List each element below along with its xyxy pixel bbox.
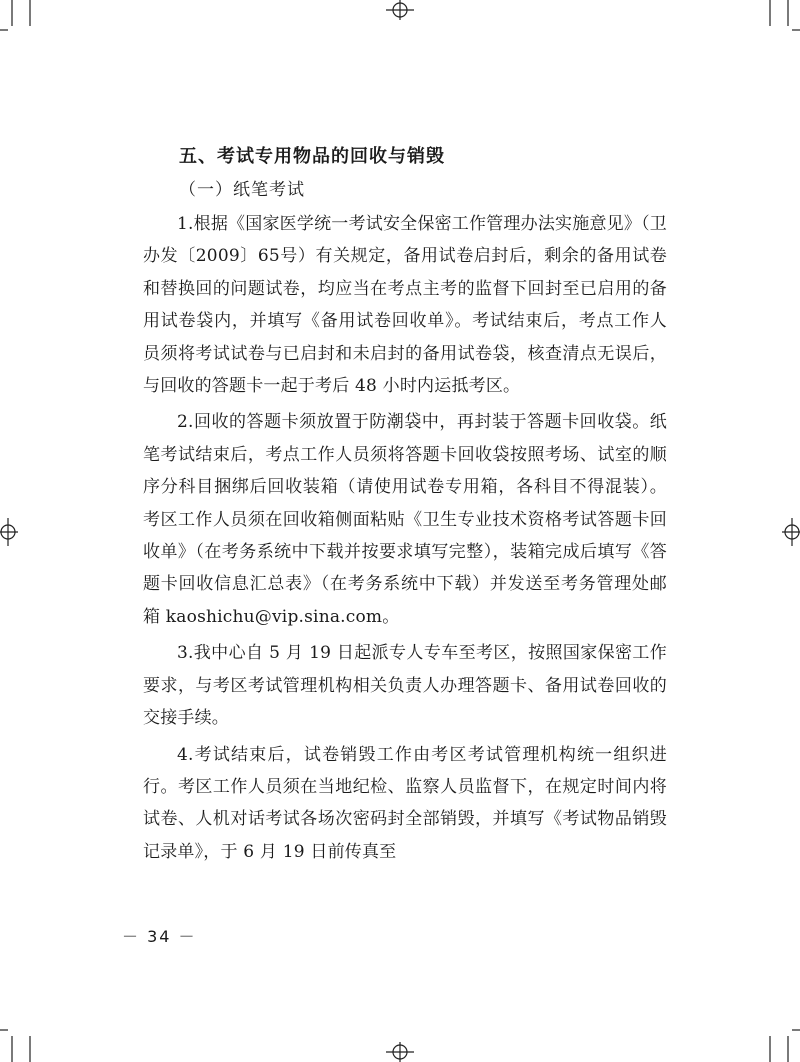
paragraph-1: 1.根据《国家医学统一考试安全保密工作管理办法实施意见》（卫办发〔2009〕65号）有关规定，备用试卷启封后，剩余的备用试卷和替换回的问题试卷，均应当在考点主考的监督下回封至已启用的备用试卷袋内，并填写《备用试卷回收单》。考试结束后，考点工作人员须将考试试卷与已启封和未启封的备用试卷袋，核查清点无误后，与回收的答题卡一起于考后 48 小时内运抵考区。 xyxy=(143,214,667,397)
crop-mark-bottom-right-icon xyxy=(770,1030,800,1062)
crop-mark-top-right-icon xyxy=(770,0,800,30)
paragraph-3: 3.我中心自 5 月 19 日起派专人专车至考区，按照国家保密工作要求，与考区考试管理机构相关负责人办理答题卡、备用试卷回收的交接手续。 xyxy=(143,643,667,729)
registration-mark-bottom-icon xyxy=(386,1042,414,1062)
section-heading: 五、考试专用物品的回收与销毁 xyxy=(179,146,445,167)
page-number: － 34 － xyxy=(122,927,197,946)
paragraph-2: 2.回收的答题卡须放置于防潮袋中，再封装于答题卡回收袋。纸笔考试结束后，考点工作人员须将答题卡回收袋按照考场、试室的顺序分科目捆绑后回收装箱（请使用试卷专用箱，各科目不得混装）。考区工作人员须在回收箱侧面粘贴《卫生专业技术资格考试答题卡回收单》（在考务系统中下载并按要求填写完整），装箱完成后填写《答题卡回收信息汇总表》（在考务系统中下载）并发送至考务管理处邮箱 kaoshichu@vip.sina.com。 xyxy=(143,412,667,627)
registration-mark-right-icon xyxy=(782,518,800,546)
document-body xyxy=(143,144,667,872)
crop-mark-bottom-left-icon xyxy=(0,1030,30,1062)
registration-mark-top-icon xyxy=(386,0,414,20)
registration-mark-left-icon xyxy=(0,518,18,546)
crop-mark-top-left-icon xyxy=(0,0,30,30)
paragraph-4: 4.考试结束后，试卷销毁工作由考区考试管理机构统一组织进行。考区工作人员须在当地纪检、监察人员监督下，在规定时间内将试卷、人机对话考试各场次密码封全部销毁，并填写《考试物品销毁记录单》，于 6 月 19 日前传真至 xyxy=(143,744,667,862)
subsection-heading: （一）纸笔考试 xyxy=(179,180,305,200)
